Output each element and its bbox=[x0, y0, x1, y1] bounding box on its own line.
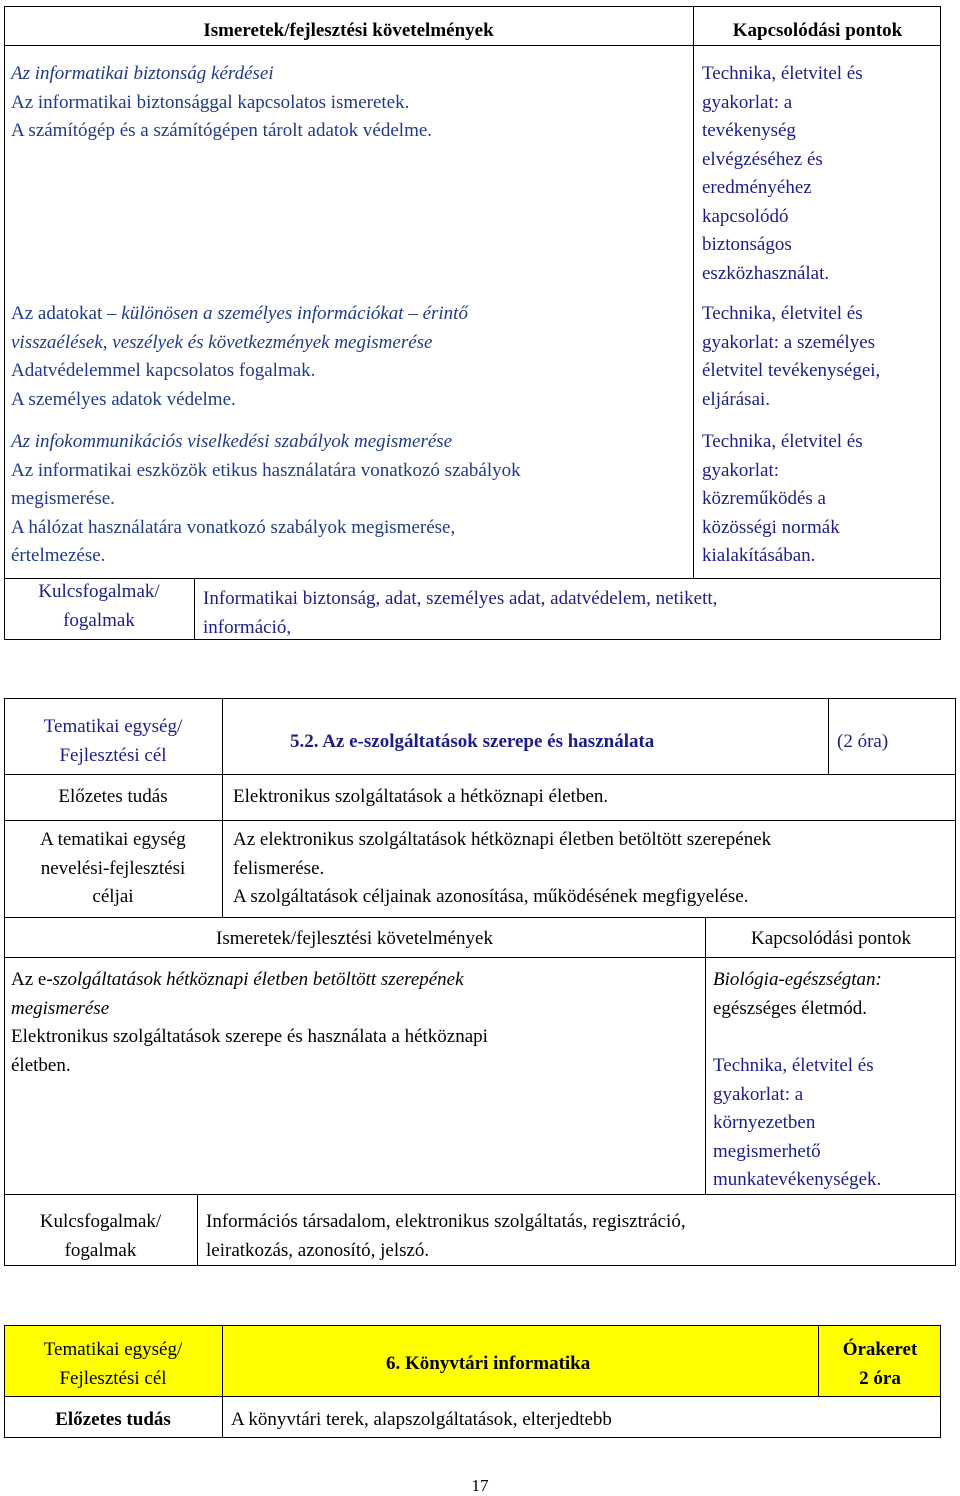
s1-row1-left bbox=[11, 60, 432, 146]
s3-orakeret-value: 2 óra bbox=[859, 1367, 901, 1389]
s1-row1-left-line: Az informatikai biztonság kérdései bbox=[11, 63, 274, 84]
s2-celjai-label-line: céljai bbox=[92, 886, 134, 907]
s1-row3-right-line: Technika, életvitel és bbox=[702, 431, 863, 452]
s1-row2-left-line: Adatvédelemmel kapcsolatos fogalmak. bbox=[11, 360, 316, 381]
s2-body-left bbox=[11, 966, 488, 1080]
s2-header-left: Ismeretek/fejlesztési követelmények bbox=[216, 928, 493, 949]
s1-row2-right-line: életvitel tevékenységei, bbox=[702, 360, 881, 381]
s2-kulcs-value bbox=[206, 1208, 686, 1265]
s2-celjai-label bbox=[4, 826, 222, 912]
s1-header-right: Kapcsolódási pontok bbox=[732, 20, 903, 41]
s1-row1-left-line: A számítógép és a számítógépen tárolt adatok védelme. bbox=[11, 120, 433, 141]
s3-tematikai-label-line: Fejlesztési cél bbox=[59, 1367, 167, 1389]
s2-kulcs-value-line: Információs társadalom, elektronikus szolgáltatás, regisztráció, bbox=[206, 1211, 686, 1232]
s2-body-right-line: megismerhető bbox=[713, 1140, 821, 1162]
s1-row1-right-line: Technika, életvitel és bbox=[702, 63, 863, 84]
s2-tematikai-label-line: Tematikai egység/ bbox=[43, 716, 183, 737]
s1-kulcs-value bbox=[203, 585, 717, 642]
s1-kulcs-label-line: Kulcsfogalmak/ bbox=[38, 581, 160, 602]
s1-row2-right bbox=[702, 300, 880, 414]
s3-orakeret-label: Órakeret bbox=[842, 1339, 918, 1360]
s1-row2-left bbox=[11, 300, 468, 414]
s3-title: 6. Könyvtári informatika bbox=[386, 1353, 591, 1374]
s1-row1-right-line: tevékenység bbox=[702, 120, 796, 141]
s1-row3-left-line: A hálózat használatára vonatkozó szabályok megismerése, bbox=[11, 516, 456, 538]
s1-row1-right-line: elvégzéséhez és bbox=[702, 148, 823, 170]
s1-row1-right-line: gyakorlat: a bbox=[702, 91, 793, 113]
s2-body-left-line: megismerése bbox=[11, 997, 110, 1019]
s1-row3-left-line: Az infokommunikációs viselkedési szabályok megismerése bbox=[11, 431, 453, 452]
s1-row1-right-line: biztonságos bbox=[702, 234, 792, 255]
s3-tematikai-label-line: Tematikai egység/ bbox=[43, 1339, 183, 1360]
s2-celjai-value bbox=[233, 826, 771, 912]
s1-row2-left-line: visszaélések, veszélyek és következmények megismerése bbox=[11, 331, 433, 353]
s1-row3-right-line: közösségi normák bbox=[702, 516, 840, 538]
s2-body-right-line: környezetben bbox=[713, 1112, 816, 1133]
s2-celjai-value-line: Az elektronikus szolgáltatások hétköznapi életben betöltött szerepének bbox=[233, 829, 772, 850]
s1-row2-left-line: A személyes adatok védelme. bbox=[11, 388, 236, 410]
s1-row3-left-line: értelmezése. bbox=[11, 545, 106, 566]
s2-kulcs-value-line: leiratkozás, azonosító, jelszó. bbox=[206, 1239, 430, 1261]
s1-kulcs-value-line: információ, bbox=[203, 616, 292, 638]
s2-body-right-line: Biológia-egészségtan: bbox=[713, 969, 882, 990]
s2-body-left-line: életben. bbox=[11, 1054, 71, 1076]
s3-elozetes-label: Előzetes tudás bbox=[55, 1409, 171, 1430]
s2-body-left-line: Az e-szolgáltatások hétköznapi életben betöltött szerepének bbox=[11, 969, 464, 990]
s2-body-right-line: munkatevékenységek. bbox=[713, 1169, 882, 1190]
s3-tematikai-label bbox=[4, 1336, 222, 1393]
s1-row1-right-line: eredményéhez bbox=[702, 177, 812, 198]
s1-kulcs-label bbox=[4, 578, 194, 635]
s2-hours: (2 óra) bbox=[837, 731, 889, 752]
s2-body-right-a bbox=[713, 966, 882, 1023]
s3-orakeret bbox=[819, 1336, 941, 1393]
s1-row3-left-line: megismerése. bbox=[11, 488, 115, 509]
s1-row2-left-line: Az adatokat – különösen a személyes információkat – érintő bbox=[11, 303, 468, 324]
s1-row2-right-line: eljárásai. bbox=[702, 388, 771, 410]
s2-body-right-line: Technika, életvitel és bbox=[713, 1055, 874, 1076]
s1-row3-right bbox=[702, 428, 863, 571]
s1-row1-right bbox=[702, 60, 863, 288]
s1-kulcs-value-line: Informatikai biztonság, adat, személyes adat, adatvédelem, netikett, bbox=[203, 588, 718, 609]
s1-row3-left-line: Az informatikai eszközök etikus használatára vonatkozó szabályok bbox=[11, 459, 521, 481]
s1-row3-right-line: közreműködés a bbox=[702, 488, 826, 509]
s2-celjai-value-line: A szolgáltatások céljainak azonosítása, működésének megfigyelése. bbox=[233, 886, 749, 907]
s2-celjai-value-line: felismerése. bbox=[233, 857, 325, 879]
s2-header-right: Kapcsolódási pontok bbox=[751, 928, 911, 949]
s1-header-left: Ismeretek/fejlesztési követelmények bbox=[203, 20, 494, 41]
s1-row2-right-line: Technika, életvitel és bbox=[702, 303, 863, 324]
s2-elozetes-label: Előzetes tudás bbox=[58, 786, 168, 807]
s1-row2-right-line: gyakorlat: a személyes bbox=[702, 331, 876, 353]
s2-body-right-line: egészséges életmód. bbox=[713, 997, 868, 1019]
s1-row1-right-line: kapcsolódó bbox=[702, 205, 789, 227]
s2-body-right-line: gyakorlat: a bbox=[713, 1083, 804, 1105]
s1-row3-right-line: gyakorlat: bbox=[702, 459, 780, 481]
s2-tematikai-label-line: Fejlesztési cél bbox=[59, 744, 167, 766]
s1-row3-left bbox=[11, 428, 521, 571]
s2-kulcs-label-line: fogalmak bbox=[64, 1239, 137, 1261]
s2-tematikai-label bbox=[4, 713, 222, 770]
page-number: 17 bbox=[471, 1476, 489, 1495]
s2-body-right-b bbox=[713, 1052, 881, 1195]
s2-elozetes-value: Elektronikus szolgáltatások a hétköznapi életben. bbox=[233, 786, 609, 807]
s1-row3-right-line: kialakításában. bbox=[702, 545, 816, 566]
s2-title: 5.2. Az e-szolgáltatások szerepe és használata bbox=[290, 731, 655, 752]
s1-kulcs-label-line: fogalmak bbox=[63, 609, 135, 631]
s2-body-left-line: Elektronikus szolgáltatások szerepe és használata a hétköznapi bbox=[11, 1026, 488, 1047]
s3-elozetes-value: A könyvtári terek, alapszolgáltatások, elterjedtebb bbox=[231, 1409, 612, 1430]
s2-kulcs-label-line: Kulcsfogalmak/ bbox=[39, 1211, 162, 1232]
s2-kulcs-label bbox=[4, 1208, 197, 1265]
s2-celjai-label-line: A tematikai egység bbox=[40, 829, 186, 850]
s1-row1-right-line: eszközhasználat. bbox=[702, 262, 830, 284]
s1-row1-left-line: Az informatikai biztonsággal kapcsolatos ismeretek. bbox=[11, 91, 410, 113]
s2-celjai-label-line: nevelési-fejlesztési bbox=[40, 857, 186, 879]
